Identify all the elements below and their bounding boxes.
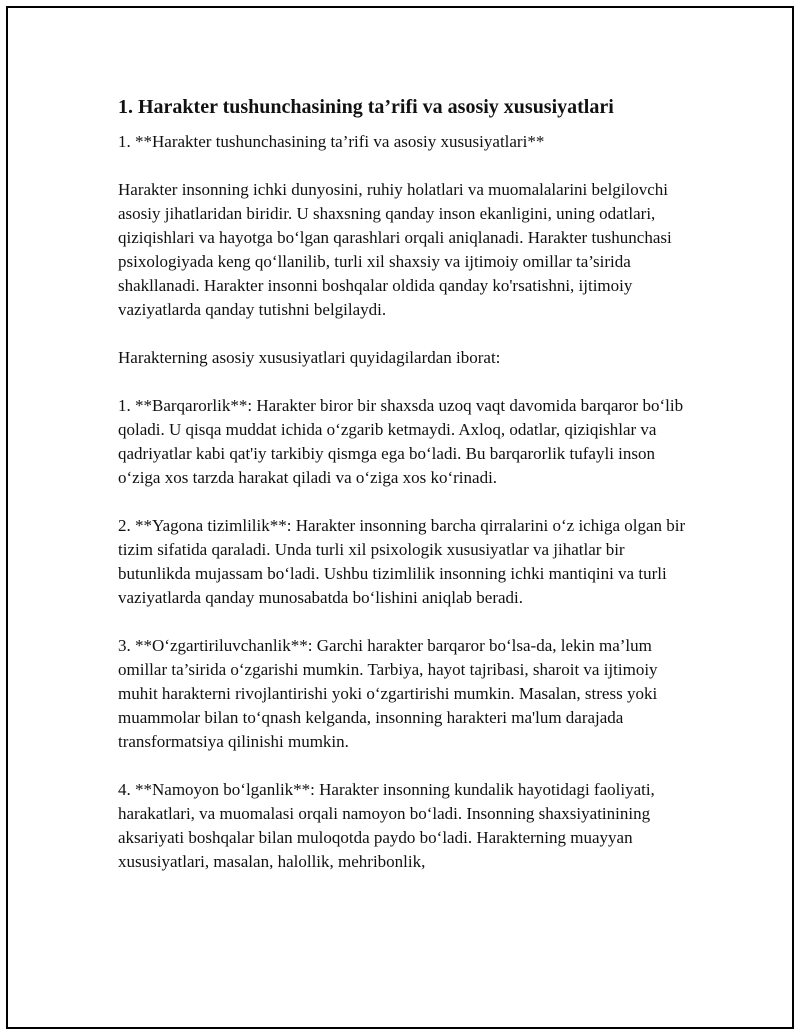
paragraph-list-intro: Harakterning asosiy xususiyatlari quyidagilardan iborat: xyxy=(118,348,501,367)
paragraph-heading-repeat: 1. **Harakter tushunchasining ta’rifi va asosiy xususiyatlari** xyxy=(118,132,545,151)
document-title: 1. Harakter tushunchasining ta’rifi va asosiy xususiyatlari xyxy=(118,96,614,118)
paragraph-changeability: 3. **O‘zgartiriluvchanlik**: Garchi harakter barqaror bo‘lsa-da, lekin ma’lum omillar ta’sirida o‘zgarishi mumkin. Tarbiya, hayot tajribasi, sharoit va ijtimoiy muhit harakterni rivojlantirishi yoki o‘zgartirishi mumkin. Masalan, stress yoki muammolar bilan to‘qnash kelganda, insonning harakteri ma'lum darajada transformatsiya qilinishi mumkin. xyxy=(118,636,658,751)
paragraph-stability: 1. **Barqarorlik**: Harakter biror bir shaxsda uzoq vaqt davomida barqaror bo‘lib qoladi. U qisqa muddat ichida o‘zgarib ketmaydi. Axloq, odatlar, qiziqishlar va qadriyatlar kabi qat'iy tarkibiy qismga ega bo‘ladi. Bu barqarorlik tufayli inson o‘ziga xos tarzda harakat qiladi va o‘ziga xos ko‘rinadi. xyxy=(118,396,684,487)
paragraph-systemic: 2. **Yagona tizimlilik**: Harakter insonning barcha qirralarini o‘z ichiga olgan bir tizim sifatida qaraladi. Unda turli xil psixologik xususiyatlar va jihatlar bir butunlikda mujassam bo‘ladi. Ushbu tizimlilik insonning ichki mantiqini va turli vaziyatlarda qanday munosabatda bo‘lishini aniqlab beradi. xyxy=(118,516,686,607)
paragraph-definition: Harakter insonning ichki dunyosini, ruhiy holatlari va muomalalarini belgilovchi asosiy jihatlaridan biridir. U shaxsning qanday inson ekanligini, uning odatlari, qiziqishlari va hayotga bo‘lgan qarashlari orqali aniqlanadi. Harakter tushunchasi psixologiyada keng qo‘llanilib, turli xil shaxsiy va ijtimoiy omillar ta’sirida shakllanadi. Harakter insonni boshqalar oldida qanday ko'rsatishni, ijtimoiy vaziyatlarda qanday tutishni belgilaydi. xyxy=(118,180,672,319)
document-body xyxy=(118,94,688,898)
paragraph-manifestation: 4. **Namoyon bo‘lganlik**: Harakter insonning kundalik hayotidagi faoliyati, harakatlari, va muomalasi orqali namoyon bo‘ladi. Insonning shaxsiyatinining aksariyati boshqalar bilan muloqotda paydo bo‘ladi. Harakterning muayyan xususiyatlari, masalan, halollik, mehribonlik, xyxy=(118,780,655,871)
